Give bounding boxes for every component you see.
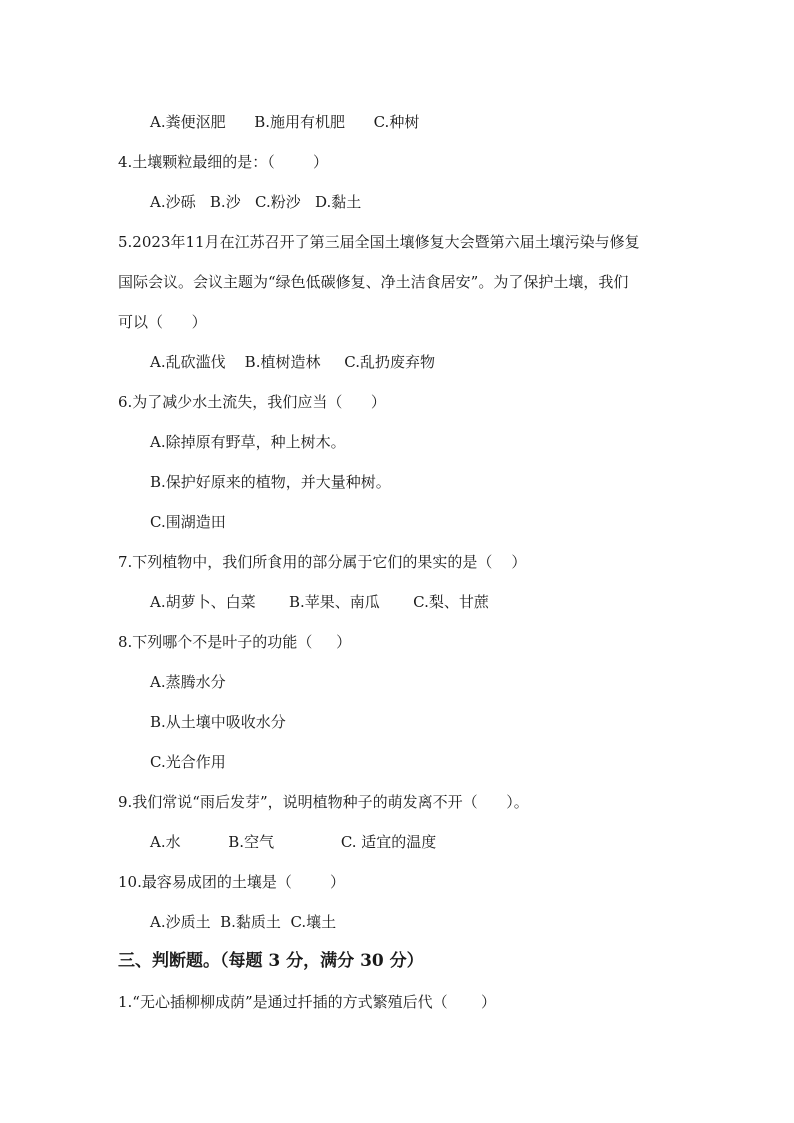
q7-options: A.胡萝卜、白菜 B.苹果、南瓜 C.梨、甘蔗 (150, 593, 489, 611)
q10-stem: 10.最容易成团的土壤是（ ） (118, 873, 346, 891)
section-title-true-false: 三、判断题。（每题 3 分，满分 30 分） (118, 951, 424, 971)
q5-stem-line2: 国际会议。会议主题为“绿色低碳修复、净土洁食居安”。为了保护土壤，我们 (118, 273, 629, 291)
q6-stem: 6.为了减少水土流失，我们应当（ ） (118, 393, 386, 411)
q8-option-b: B.从土壤中吸收水分 (150, 713, 286, 731)
q8-stem: 8.下列哪个不是叶子的功能（ ） (118, 633, 352, 651)
q5-stem-line3: 可以（ ） (118, 313, 207, 331)
tf-q1-stem: 1.“无心插柳柳成荫”是通过扦插的方式繁殖后代（ ） (118, 993, 497, 1011)
q3-options: A.粪便沤肥 B.施用有机肥 C.种树 (150, 113, 420, 131)
q4-stem: 4.土壤颗粒最细的是：（ ） (118, 153, 328, 171)
q8-option-c: C.光合作用 (150, 753, 226, 771)
q6-option-c: C.围湖造田 (150, 513, 226, 531)
q6-option-b: B.保护好原来的植物，并大量种树。 (150, 473, 391, 491)
q7-stem: 7.下列植物中，我们所食用的部分属于它们的果实的是（ ） (118, 553, 527, 571)
q6-option-a: A.除掉原有野草，种上树木。 (150, 433, 346, 451)
q5-stem-line1: 5.2023年11月在江苏召开了第三届全国土壤修复大会暨第六届土壤污染与修复 (118, 233, 640, 251)
q9-stem-visible: 9.我们常说“雨后发芽”，说明植物种子的萌发离不开（ ）。 (118, 793, 529, 811)
q5-options: A.乱砍滥伐 B.植树造林 C.乱扔废弃物 (150, 353, 436, 371)
q4-options: A.沙砾 B.沙 C.粉沙 D.黏土 (150, 193, 362, 211)
q9-options: A.水 B.空气 C. 适宜的温度 (150, 833, 437, 851)
q8-option-a: A.蒸腾水分 (150, 673, 226, 691)
q10-options: A.沙质土 B.黏质土 C.壤土 (150, 913, 337, 931)
